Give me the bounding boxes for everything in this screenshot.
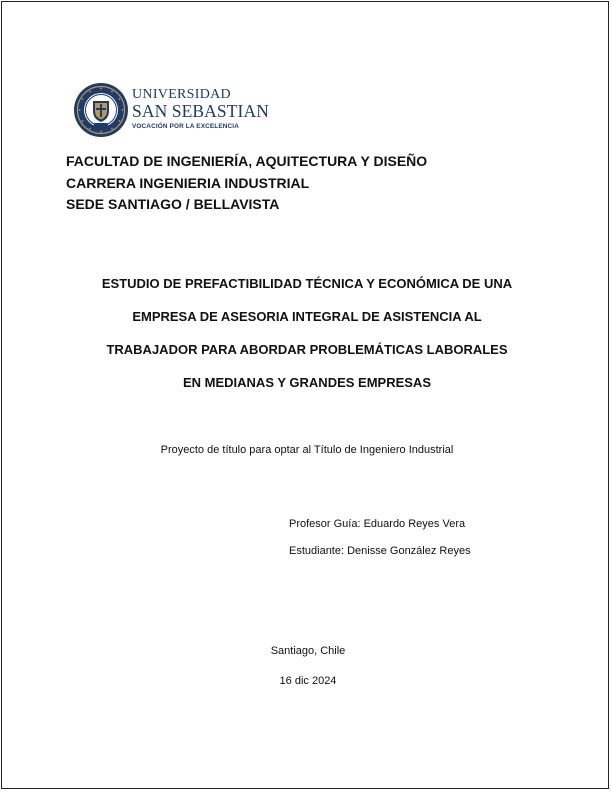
university-seal-icon <box>73 82 129 138</box>
faculty-name: FACULTAD DE INGENIERÍA, AQUITECTURA Y DISEÑO <box>66 153 428 169</box>
document-page <box>1 1 609 789</box>
degree-subtitle: Proyecto de título para optar al Título de Ingeniero Industrial <box>160 444 454 456</box>
student-name: Estudiante: Denisse González Reyes <box>289 545 471 557</box>
date: 16 dic 2024 <box>279 675 337 687</box>
place-date-block <box>2 636 612 696</box>
logo-wordmark <box>132 87 269 131</box>
logo-line-name: SAN SEBASTIAN <box>132 101 269 121</box>
title-line-2: EMPRESA DE ASESORIA INTEGRAL DE ASISTENCIA AL <box>132 309 482 324</box>
logo-line-motto: VOCACIÓN POR LA EXCELENCIA <box>132 123 239 130</box>
campus-name: SEDE SANTIAGO / BELLAVISTA <box>66 196 280 212</box>
professor-guide: Profesor Guía: Eduardo Reyes Vera <box>289 518 466 530</box>
faculty-block <box>66 151 427 216</box>
place: Santiago, Chile <box>270 645 346 657</box>
people-block <box>289 511 471 565</box>
career-name: CARRERA INGENIERIA INDUSTRIAL <box>66 174 310 191</box>
title-line-4: EN MEDIANAS Y GRANDES EMPRESAS <box>182 375 431 390</box>
logo-line-university: UNIVERSIDAD <box>132 87 231 102</box>
title-line-3: TRABAJADOR PARA ABORDAR PROBLEMÁTICAS LABORALES <box>106 342 508 357</box>
thesis-title <box>42 267 572 399</box>
title-line-1: ESTUDIO DE PREFACTIBILIDAD TÉCNICA Y ECONÓMICA DE UNA <box>101 276 513 291</box>
university-logo <box>73 82 269 140</box>
